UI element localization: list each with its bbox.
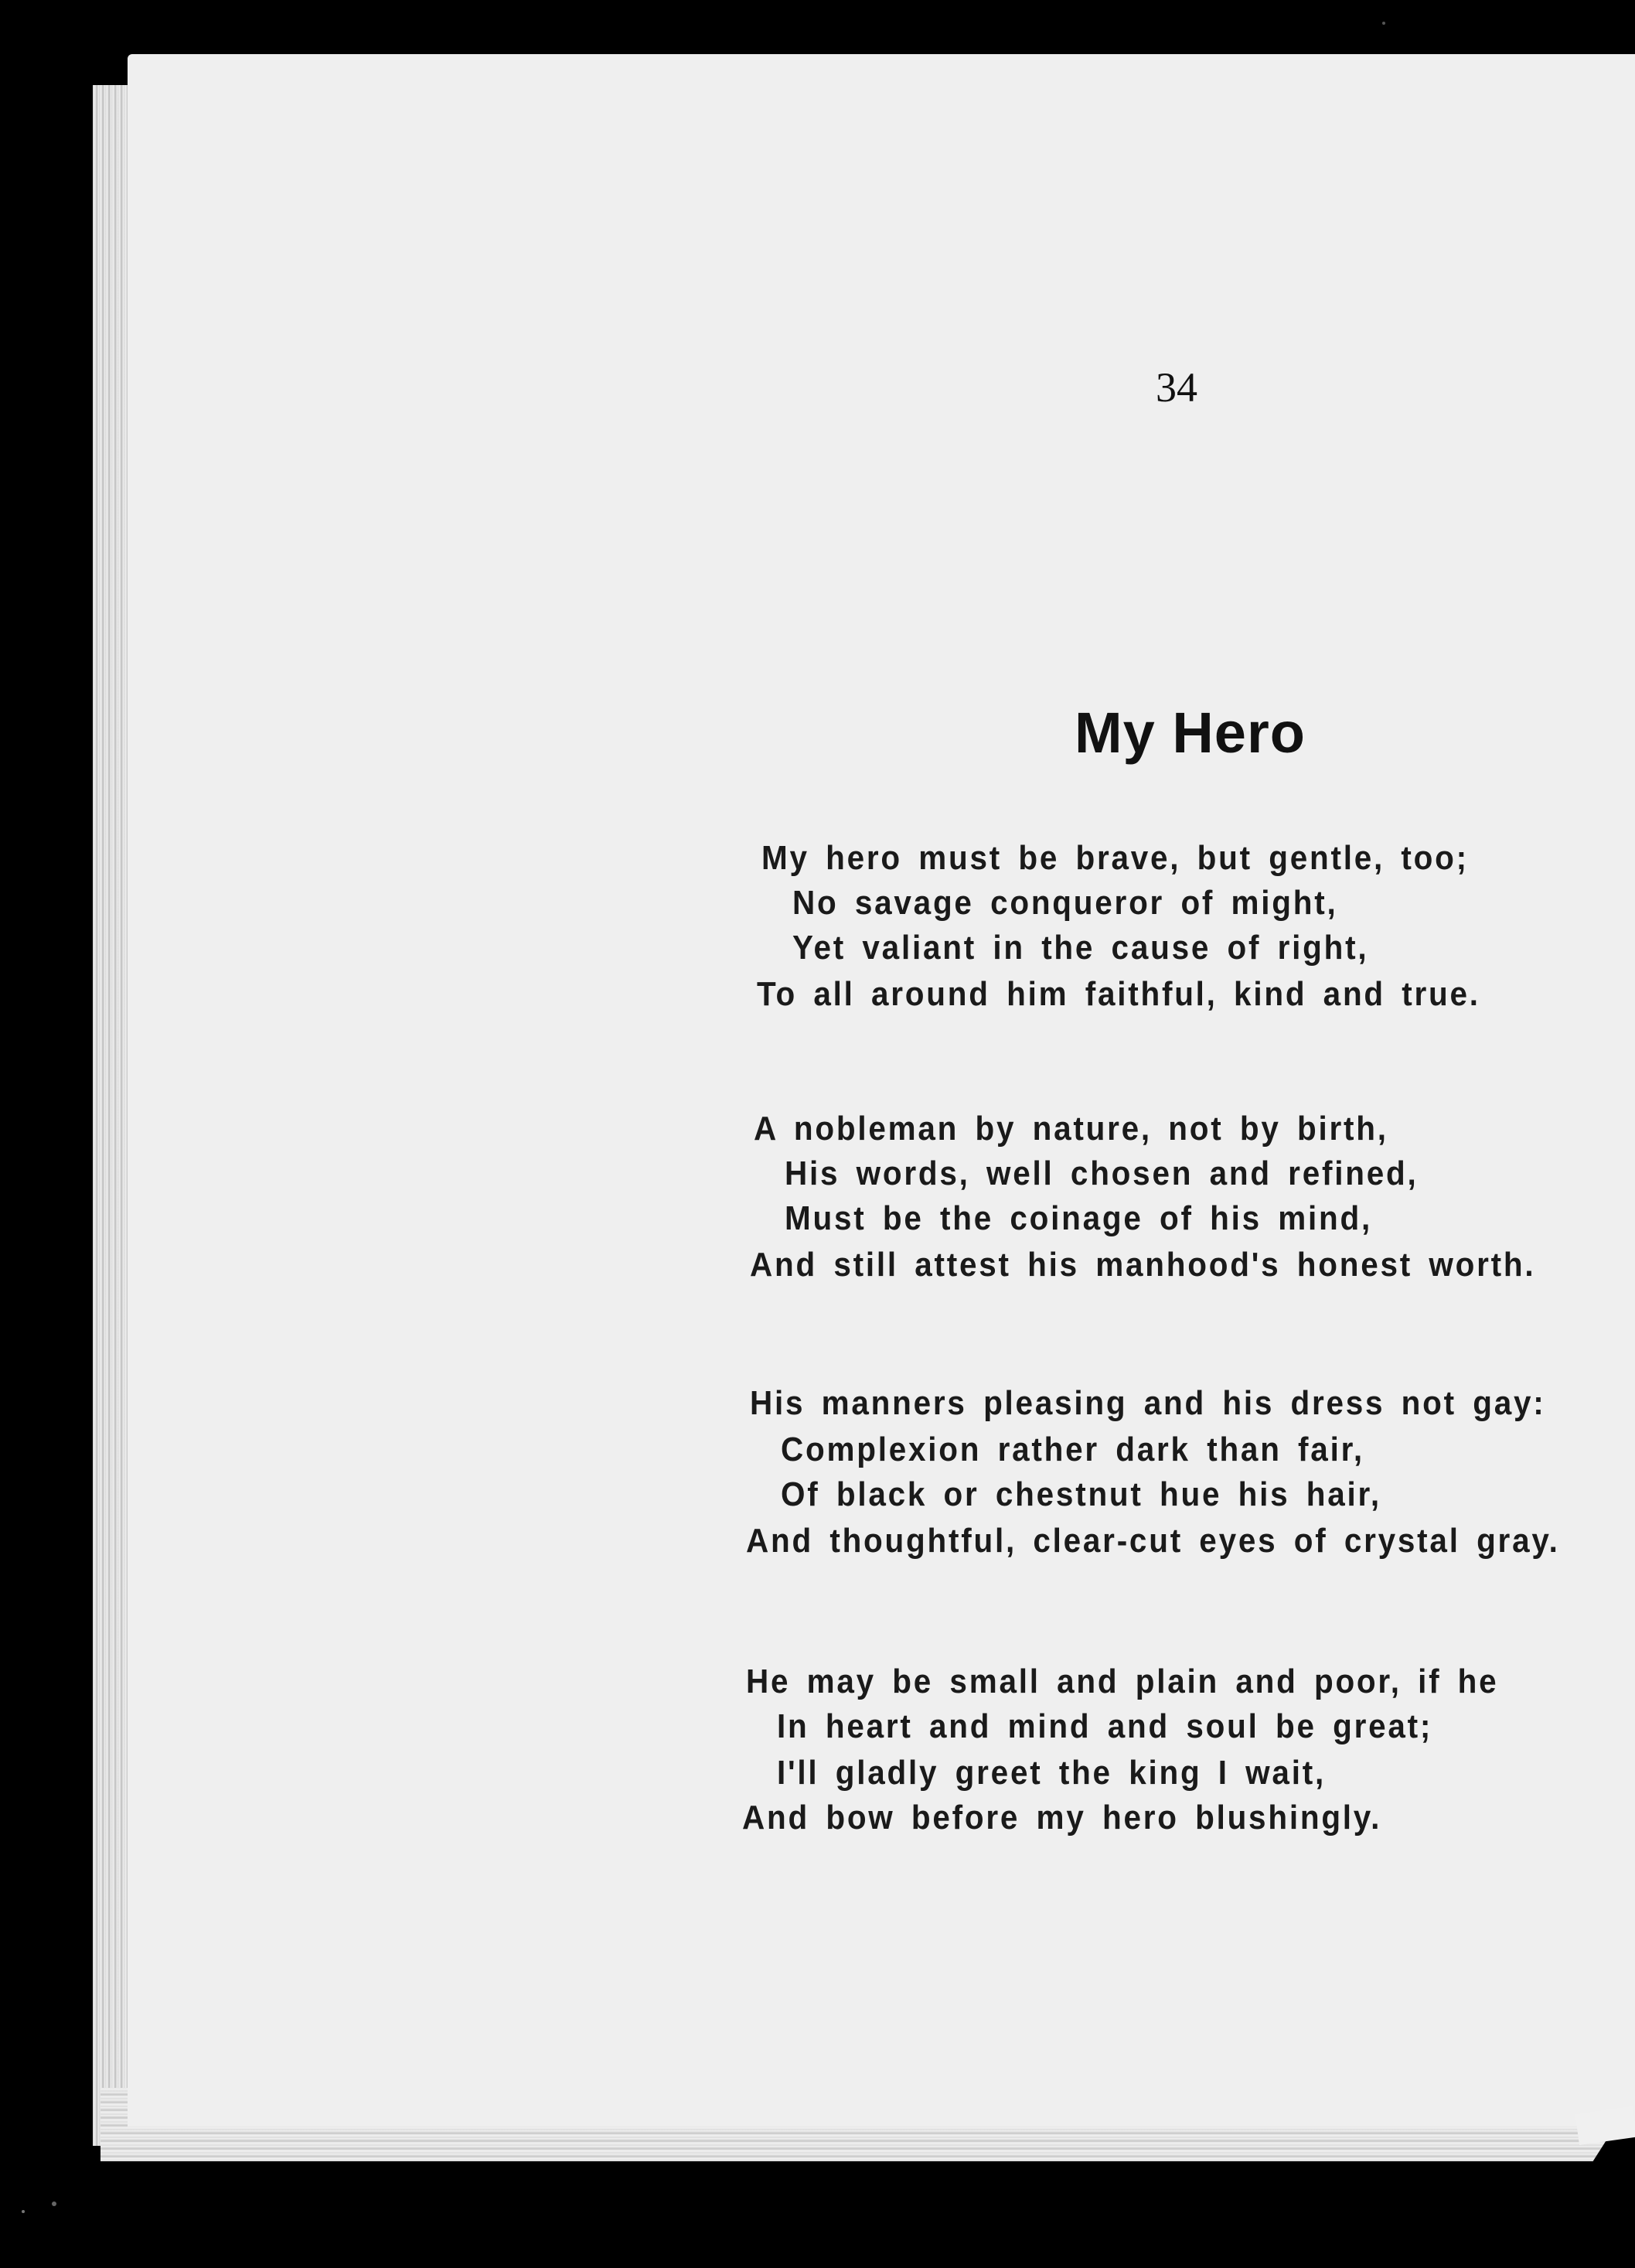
book-page (128, 54, 1635, 2126)
verse-line: My hero must be brave, but gentle, too; (761, 839, 1469, 877)
verse-line: I'll gladly greet the king I wait, (777, 1754, 1326, 1792)
verse-line: And still attest his manhood's honest worth. (750, 1246, 1536, 1284)
verse-line: Complexion rather dark than fair, (781, 1431, 1364, 1468)
verse-line: A nobleman by nature, not by birth, (754, 1110, 1388, 1148)
verse-line: He may be small and plain and poor, if he (746, 1663, 1499, 1700)
verse-line: No savage conqueror of might, (792, 884, 1338, 922)
poem-title: My Hero (1075, 701, 1306, 765)
verse-line: Of black or chestnut hue his hair, (781, 1475, 1381, 1513)
verse-line: And bow before my hero blushingly. (742, 1799, 1382, 1837)
verse-line: His manners pleasing and his dress not gay: (750, 1384, 1546, 1422)
page-number: 34 (1156, 364, 1197, 411)
verse-line: In heart and mind and soul be great; (777, 1707, 1433, 1745)
verse-line: His words, well chosen and refined, (785, 1154, 1419, 1192)
verse-line: Must be the coinage of his mind, (785, 1199, 1372, 1237)
verse-line: To all around him faithful, kind and true. (757, 975, 1480, 1013)
verse-line: Yet valiant in the cause of right, (792, 929, 1369, 967)
verse-line: And thoughtful, clear-cut eyes of crystal gray. (746, 1522, 1560, 1560)
